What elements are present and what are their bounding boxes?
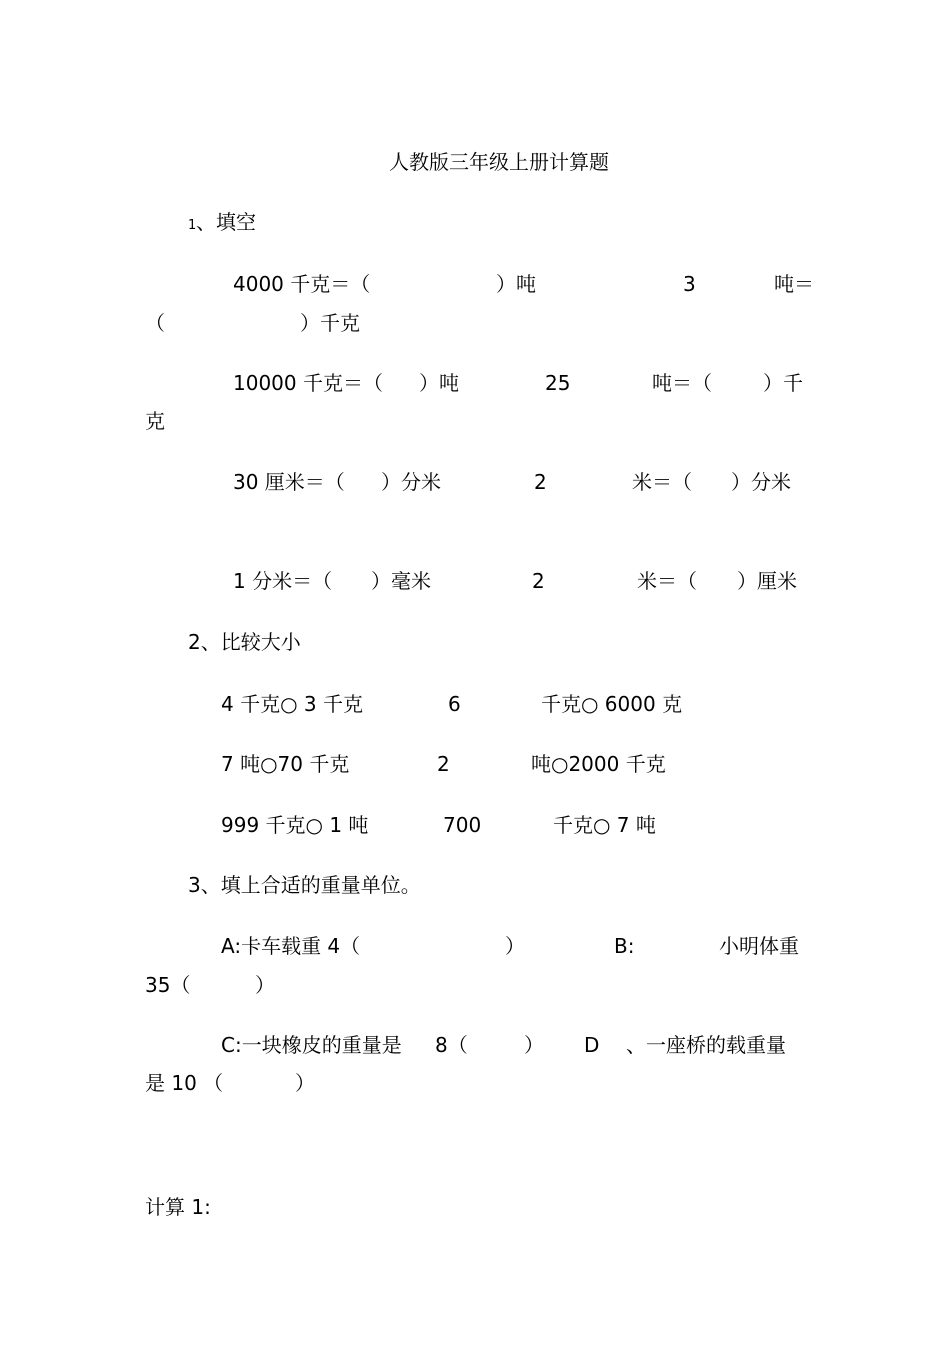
section-heading: 、填空 <box>196 210 256 234</box>
fill-blank-text: ）千克 <box>300 311 360 335</box>
compare-text: 999 千克○ 1 吨 <box>221 813 369 837</box>
fill-blank-text: 米＝（ <box>637 569 697 593</box>
fill-blank-text: ）毫米 <box>371 569 431 593</box>
fill-blank-text: 4000 千克＝（ <box>233 272 371 296</box>
fill-blank-text: ）吨 <box>419 371 459 395</box>
fill-blank-text: 30 厘米＝（ <box>233 470 345 494</box>
compare-text: 2 <box>437 752 450 776</box>
unit-text: ） <box>505 934 525 958</box>
unit-text: 35（ <box>145 973 191 997</box>
compare-text: 4 千克○ 3 千克 <box>221 692 363 716</box>
fill-blank-text: 2 <box>532 569 545 593</box>
unit-text: ） <box>295 1071 315 1095</box>
fill-blank-text: ）分米 <box>381 470 441 494</box>
fill-blank-text: 10000 千克＝（ <box>233 371 383 395</box>
fill-blank-text: 吨＝（ <box>652 371 712 395</box>
fill-blank-text: ）分米 <box>731 470 791 494</box>
unit-text: B: <box>614 934 635 958</box>
section-heading: 2、比较大小 <box>188 630 301 654</box>
fill-blank-text: 2 <box>534 470 547 494</box>
page-title: 人教版三年级上册计算题 <box>389 150 609 174</box>
unit-text: C:一块橡皮的重量是 <box>221 1033 402 1057</box>
unit-text: 小明体重 <box>719 934 799 958</box>
unit-text: 是 10 （ <box>145 1071 224 1095</box>
section-heading: 3、填上合适的重量单位。 <box>188 873 421 897</box>
compare-text: 千克○ 6000 克 <box>541 692 683 716</box>
unit-text: D <box>584 1033 600 1057</box>
section-number: 1 <box>188 218 197 233</box>
fill-blank-text: 克 <box>145 409 165 433</box>
compare-text: 700 <box>443 813 482 837</box>
compare-text: 吨○2000 千克 <box>531 752 666 776</box>
fill-blank-text: ）吨 <box>496 272 536 296</box>
compare-text: 6 <box>448 692 461 716</box>
fill-blank-text: 25 <box>545 371 571 395</box>
unit-text: ） <box>255 973 275 997</box>
fill-blank-text: 1 分米＝（ <box>233 569 333 593</box>
calc-heading: 计算 1: <box>145 1195 211 1219</box>
unit-text: 8（ <box>435 1033 468 1057</box>
unit-text: 、一座桥的载重量 <box>626 1033 786 1057</box>
compare-text: 千克○ 7 吨 <box>553 813 656 837</box>
unit-text: ） <box>524 1033 544 1057</box>
fill-blank-text: ）千 <box>763 371 803 395</box>
fill-blank-text: 3 <box>683 272 696 296</box>
unit-text: A:卡车载重 4（ <box>221 934 361 958</box>
fill-blank-text: 米＝（ <box>632 470 692 494</box>
fill-blank-text: 吨＝ <box>774 272 814 296</box>
fill-blank-text: （ <box>145 311 165 335</box>
fill-blank-text: ）厘米 <box>737 569 797 593</box>
compare-text: 7 吨○70 千克 <box>221 752 350 776</box>
